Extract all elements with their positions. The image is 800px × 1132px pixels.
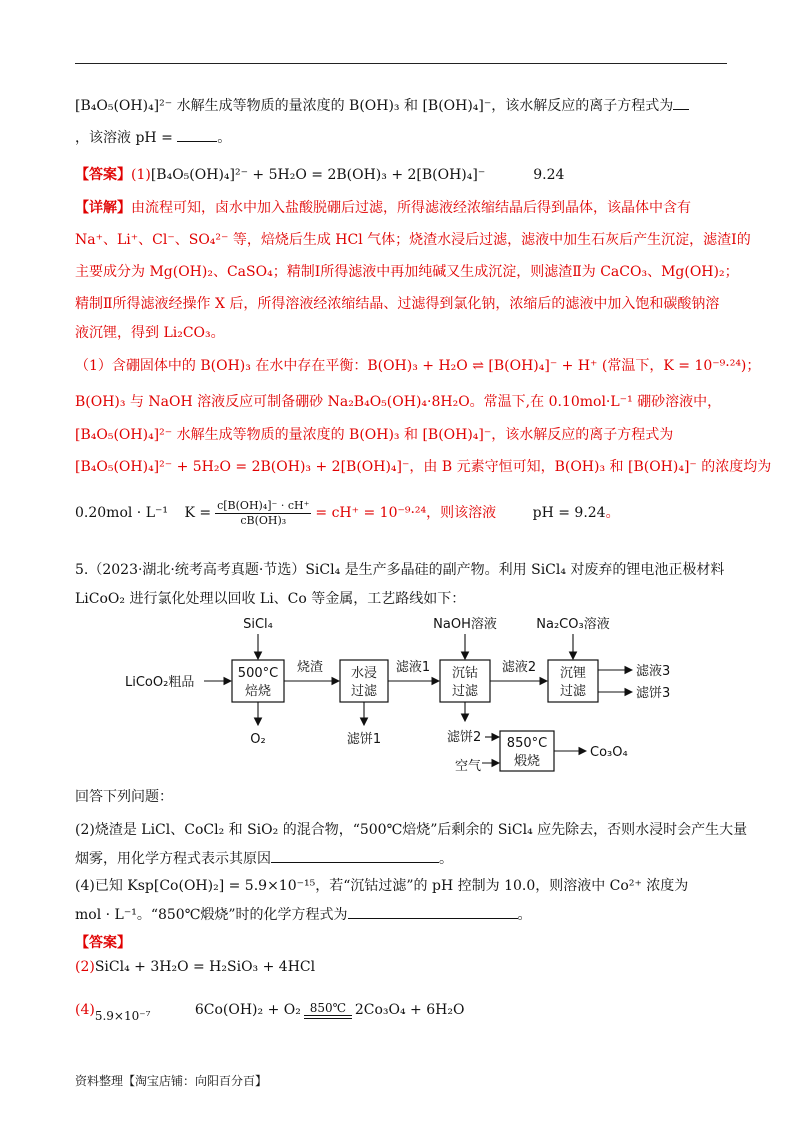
questions-intro: 回答下列问题： (75, 789, 173, 805)
answer2-label: (2) (75, 959, 95, 975)
output-cake3: 滤饼3 (636, 686, 671, 701)
k-label: K = (184, 505, 212, 521)
box-co-precip-label-a: 沉钴 (451, 666, 479, 681)
box-li-precip-label-a: 沉锂 (559, 666, 587, 681)
detail-tag: 【详解】 (75, 200, 131, 216)
arrow-label-slag: 烧渣 (296, 660, 324, 675)
detail-line-1: Na⁺、Li⁺、Cl⁻、SO₄²⁻ 等，焙烧后生成 HCl 气体；烧渣水浸后过滤，滤液中加生石灰后产生沉淀，滤渣Ⅰ的 (75, 232, 751, 248)
q5-line1: 5.（2023·湖北·统考高考真题·节选）SiCl₄ 是生产多晶硅的副产物。利用 SiCl₄ 对废弃的锂电池正极材料 (75, 562, 725, 578)
box-co-precip-label-b: 过滤 (451, 684, 479, 699)
q4-line2 (75, 128, 231, 148)
k-fraction (215, 499, 311, 528)
box-leach-label-b: 过滤 (350, 684, 378, 699)
answer4-condition-text: 850℃ (309, 1001, 347, 1015)
blank-q2 (271, 862, 439, 863)
input-na2co3: Na₂CO₃溶液 (536, 617, 610, 632)
answers-tag: 【答案】 (75, 935, 131, 951)
detail-line-4: 液沉锂，得到 Li₂CO₃。 (75, 325, 225, 341)
detail-line-2: 主要成分为 Mg(OH)₂、CaSO₄；精制Ⅰ所得滤液中再加纯碱又生成沉淀，则滤渣Ⅱ为 CaCO₃、Mg(OH)₂； (75, 264, 739, 280)
detail-text-0: 由流程可知，卤水中加入盐酸脱硼后过滤，所得滤液经浓缩结晶后得到晶体，该晶体中含有 (131, 200, 691, 216)
box-leach-label-a: 水浸 (350, 666, 378, 681)
k-rest: = cH⁺ = 10⁻⁹·²⁴，则该溶液 (315, 505, 497, 521)
q4-line2-text: ，该溶液 pH = (75, 130, 173, 146)
detail-p1-e (75, 498, 620, 528)
header-rule (75, 63, 727, 64)
blank-ph (177, 141, 217, 142)
q2-line2 (75, 849, 453, 869)
answer2-line (75, 957, 315, 977)
answer4-value: 5.9×10⁻⁷ (94, 1009, 151, 1023)
q4-line1-text: [B₄O₅(OH)₄]²⁻ 水解生成等物质的量浓度的 B(OH)₃ 和 [B(OH)₄]⁻，该水解反应的离子方程式为 (75, 98, 674, 114)
answer1-ph: 9.24 (533, 167, 565, 183)
answer4-label: (4) (75, 1002, 95, 1018)
box-roast-label-a: 500°C (237, 666, 279, 681)
blank-q4 (348, 918, 518, 919)
output-cake2: 滤饼2 (447, 730, 482, 745)
k-fraction-numerator: c[B(OH)₄]⁻ · cH⁺ (217, 498, 310, 512)
detail-p1-a: （1）含硼固体中的 B(OH)₃ 在水中存在平衡：B(OH)₃ + H₂O ⇌ [B(OH)₄]⁻ + H⁺ (常温下，K = 10⁻⁹·²⁴)； (75, 358, 761, 374)
answer1-label: (1) (131, 167, 151, 183)
input-naoh: NaOH溶液 (433, 617, 497, 632)
q4-line1 (75, 96, 689, 116)
detail-p1-b: B(OH)₃ 与 NaOH 溶液反应可制备硼砂 Na₂B₄O₅(OH)₄·8H₂O。常温下,在 0.10mol·L⁻¹ 硼砂溶液中， (75, 394, 722, 410)
output-filtrate3: 滤液3 (636, 664, 671, 679)
q5-line2: LiCoO₂ 进行氯化处理以回收 Li、Co 等金属，工艺路线如下： (75, 591, 466, 607)
output-co3o4: Co₃O₄ (590, 745, 628, 760)
process-flow-diagram (110, 608, 710, 778)
raw-material: LiCoO₂粗品 (125, 675, 195, 690)
q4-line2-end: 。 (217, 130, 232, 146)
answer1-line (75, 165, 564, 185)
box-li-precip-label-b: 过滤 (559, 684, 587, 699)
box-calcine-label-a: 850°C (506, 736, 548, 751)
answer1-equation: [B₄O₅(OH)₄]²⁻ + 5H₂O = 2B(OH)₃ + 2[B(OH)₄]⁻ (150, 167, 486, 183)
detail-p1-d: [B₄O₅(OH)₄]²⁻ + 5H₂O = 2B(OH)₃ + 2[B(OH)₄]⁻，由 B 元素守恒可知，B(OH)₃ 和 [B(OH)₄]⁻ 的浓度均为 (75, 459, 772, 475)
answer4-equation-right: 2Co₃O₄ + 6H₂O (354, 1002, 465, 1018)
conc-value: 0.20mol · L⁻¹ (75, 505, 169, 521)
q2-line2-text: 烟雾，用化学方程式表示其原因 (75, 851, 271, 867)
answer4-equation-left: 6Co(OH)₂ + O₂ (194, 1002, 301, 1018)
answer4-equals-sign (304, 1015, 352, 1019)
footer-text: 资料整理【淘宝店铺：向阳百分百】 (75, 1074, 268, 1088)
detail-line-3: 精制Ⅱ所得滤液经操作 X 后，所得溶液经浓缩结晶、过滤得到氯化钠，浓缩后的滤液中加入饱和碳酸钠溶 (75, 296, 720, 312)
output-o2: O₂ (250, 732, 266, 747)
ph-result-end: 。 (605, 505, 620, 521)
detail-p1-c: [B₄O₅(OH)₄]²⁻ 水解生成等物质的量浓度的 B(OH)₃ 和 [B(OH)₄]⁻，该水解反应的离子方程式为 (75, 427, 674, 443)
answer-tag: 【答案】 (75, 167, 131, 183)
arrow-label-filtrate2: 滤液2 (501, 660, 537, 675)
q4-question-line2 (75, 905, 532, 925)
input-sicl4: SiCl₄ (243, 617, 273, 632)
q2-end: 。 (439, 851, 453, 867)
q4-question-line1: (4)已知 Ksp[Co(OH)₂] = 5.9×10⁻¹⁵，若“沉钴过滤”的 pH 控制为 10.0，则溶液中 Co²⁺ 浓度为 (75, 878, 689, 894)
detail-line-0 (75, 198, 691, 218)
answer4-line (75, 993, 464, 1027)
answer4-condition (304, 1001, 352, 1019)
q2-line1: (2)烧渣是 LiCl、CoCl₂ 和 SiO₂ 的混合物，“500℃焙烧”后剩余的 SiCl₄ 应先除去，否则水浸时会产生大量 (75, 822, 748, 838)
ph-result: pH = 9.24 (532, 505, 606, 521)
output-cake1: 滤饼1 (346, 732, 382, 747)
k-fraction-denominator: cB(OH)₃ (240, 513, 287, 527)
q4-question-line2-text: mol · L⁻¹。“850℃煅烧”时的化学方程式为 (75, 907, 348, 923)
blank-equation (673, 109, 689, 110)
arrow-label-filtrate1: 滤液1 (395, 660, 431, 675)
q4-question-end: 。 (517, 907, 532, 923)
box-roast-label-b: 焙烧 (244, 684, 272, 699)
box-calcine-label-b: 煅烧 (513, 754, 541, 769)
answer2-equation: SiCl₄ + 3H₂O = H₂SiO₃ + 4HCl (94, 959, 316, 975)
input-air: 空气 (455, 759, 482, 774)
